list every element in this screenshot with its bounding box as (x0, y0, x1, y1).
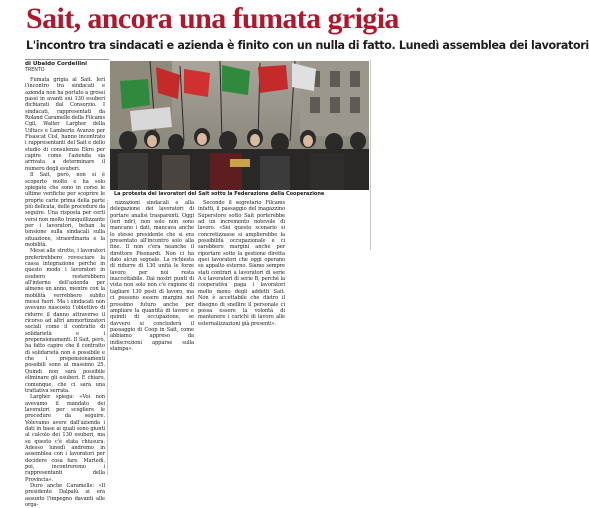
column-divider (107, 200, 108, 475)
body-paragraph: Duro anche Caramelle: «Il presidente Dalpalù si era assunto l'impegno davanti alle orga- (25, 483, 105, 508)
protest-photo-illustration (110, 61, 369, 192)
headline: Sait, ancora una fumata grigia (26, 2, 399, 35)
dateline: TRENTO (25, 68, 45, 73)
protest-photo (110, 61, 369, 192)
column-2 (110, 200, 194, 475)
column-4 (288, 200, 370, 250)
column-1 (25, 77, 105, 508)
column-5 (372, 60, 462, 260)
body-paragraph: Il Sait, però, non si è scoperto molto e ha solo spiegato che sono in corso le ultime verifiche per scoprire le proprie carte prima della parte più delicata, delle procedure da seguire. Una risposta per certi versi non molto tranquillizzante per i lavoratori, behan la tensione sulla sindacali sulla situazione, straordinaria e la mobilità. (25, 172, 105, 248)
body-paragraph: Secondo il segretario Filcams infatti, il passaggio del magazzino Superstore sotto Sait porterebbe ad un incremento notevole di lavoro. «Sei questo scenario si concretizzasse si amplierebbe la possibilità occupazionale e ci sarebbero margini anche per riportare sotto la gestione diretta quei lavoratori che oggi operano su appalto esterno. Siamo sempre stati contrari a lavoratori di serie A e lavoratori di serie B, perché la cooperativa paga i lavoratori molto meno degli addetti Sait. Non è accettabile che dietro il disegno di snellire il personale ci possa essere la volontà di mantenere i carichi di lavoro alle esternalizzazioni già presenti». (198, 200, 285, 327)
column-3 (198, 200, 285, 327)
photo-caption: La protesta dei lavoratori del Sait sotto la Federazione della Cooperazione (110, 190, 369, 199)
body-paragraph: Largher spiega: «Voi non avevamo il mandato dei lavoratori per scegliere le procedure da seguire. Volevamo avere dall'azienda i dati in base ai quali sono giunti al calcolo dei 130 esuberi, ma su questo c'è stata chiusura. Adesso lunedì andremo in assemblea con i lavoratori per decidere cosa fare. Martedì, poi, incontreremo i rappresentanti della Provincia». (25, 394, 105, 483)
subheadline: L'incontro tra sindacati e azienda è finito con un nulla di fatto. Lunedì assemblea dei lavoratori (26, 39, 589, 52)
byline: di Ubaldo Cordellini (25, 59, 109, 68)
body-paragraph: Messi alle strette, i lavoratori preferirebbero rovesciare la cassa integrazione perché in questo modo i lavoratori in esubero resterebbero all'interno dell'azienda per almeno un anno, mentre con la mobilità verrebbero subito messi fuori. Ma i sindacati non avevano nascosto l'obiettivo di ridurre il danno attraverso il ricorso ad altri ammortizzatori sociali come il contratto di solidarietà e i prepensionamenti. Il Sait, però, ha fatto capire che il contratto di solidarietà non è possibile e che i prepensionamenti possibili sono al massimo 25. Quindi non sarà possibile eliminare gli esuberi. E chiaro, comunque, che ci sarà una trattativa serrata. (25, 248, 105, 394)
body-paragraph: Fumata grigia al Sait. Ieri l'incontro tra sindacati e azienda non ha portato a grossi passi in avanti sui 130 esuberi dichiarati dal Consorzio. I sindacati, rappresentati da Roland Caramelle della Filcams Cgil, Walter Largher della Uiltucs e Lamberto Avanzo per Fisascat Cisl, hanno incontrato i rappresentanti del Sait e dello studio di consulenza Ekro per capire come l'azienda sia arrivata a determinare il numero degli esuberi. (25, 77, 105, 172)
column-divider (370, 60, 371, 250)
body-paragraph: nizzazioni sindacali e alla delegazione dei lavoratori di portare analisi trasparenti. Oggi (ieri ndr), non solo non sono mancano i dati, mancava anche lo stesso presidente che si era presentato all'incontro solo alla fine. Il non c'era neanche il direttore Pisonardi. Non ci ha dato alcun segnale. La richiesta di ridurre di 130 unità le forze lavoro per noi resta inaccettabile. Dai nostri punti di vista non solo non c'è ragione di tagliare 130 posti di lavoro, ma ci possono essere margini nel prossimo futuro anche per ampliare la quantità di lavoro e quindi di occupazione, se davvero si concluderà il passaggio di Coop in Sait, come abbiamo appreso da indiscrezioni apparse sulla stampa». (110, 200, 194, 352)
